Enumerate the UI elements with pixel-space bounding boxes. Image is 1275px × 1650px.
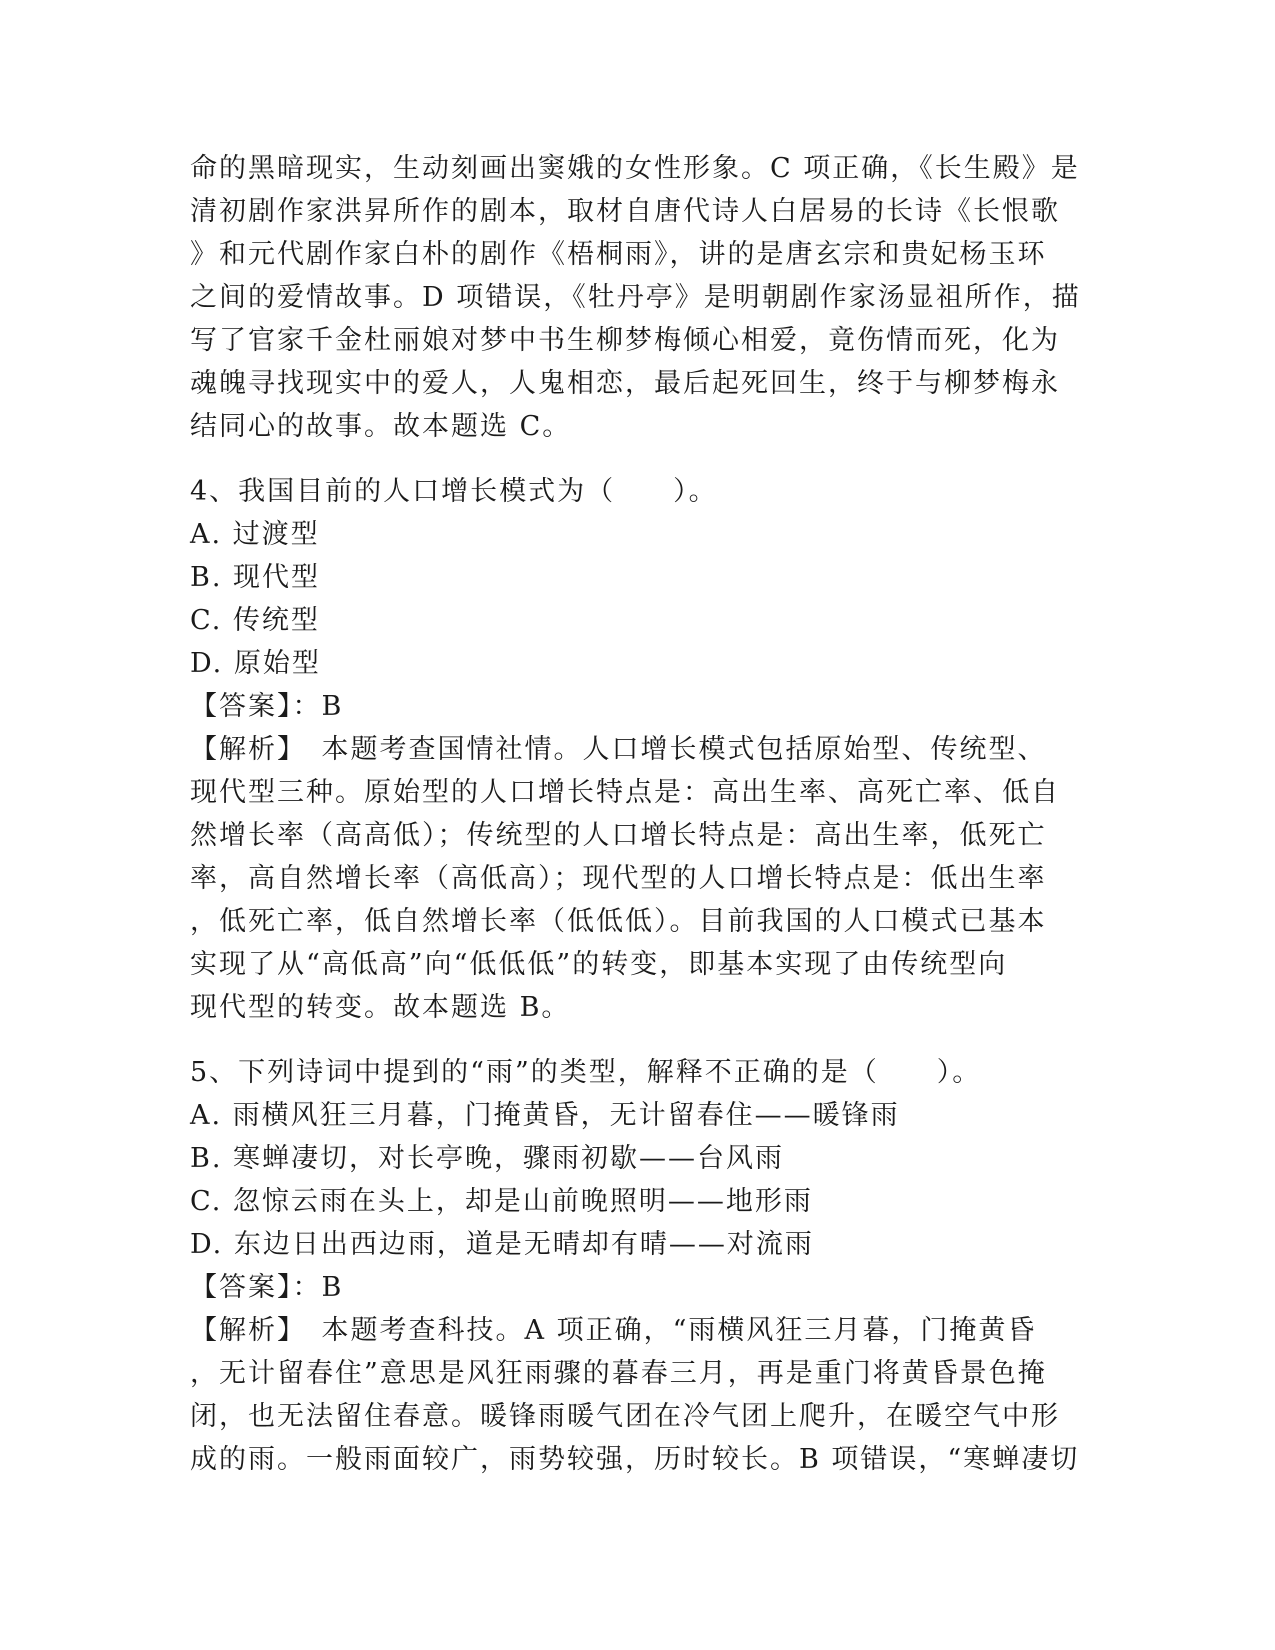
analysis-line: 现代型三种。原始型的人口增长特点是：高出生率、高死亡率、低自 (190, 777, 1060, 808)
analysis-line: ，低死亡率，低自然增长率（低低低）。目前我国的人口模式已基本 (190, 906, 1047, 937)
analysis-line: 成的雨。一般雨面较广，雨势较强，历时较长。B 项错误，“寒蝉凄切 (190, 1444, 1080, 1475)
option-c: C. 忽惊云雨在头上，却是山前晚照明——地形雨 (190, 1186, 813, 1217)
text-line: 魂魄寻找现实中的爱人，人鬼相恋，最后起死回生，终于与柳梦梅永 (190, 368, 1060, 399)
text-line: 命的黑暗现实，生动刻画出窦娥的女性形象。C 项正确，《长生殿》是 (190, 153, 1080, 184)
question-stem: 4、我国目前的人口增长模式为（ ）。 (190, 476, 718, 507)
analysis-line: 率，高自然增长率（高低高）；现代型的人口增长特点是：低出生率 (190, 863, 1047, 894)
option-a: A. 过渡型 (190, 519, 320, 550)
previous-analysis-continuation (190, 147, 1090, 448)
document-page (190, 147, 1090, 1481)
analysis-line: 闭，也无法留住春意。暖锋雨暖气团在冷气团上爬升，在暖空气中形 (190, 1401, 1060, 1432)
option-a: A. 雨横风狂三月暮，门掩黄昏，无计留春住——暖锋雨 (190, 1100, 900, 1131)
option-c: C. 传统型 (190, 605, 320, 636)
text-line: 清初剧作家洪昇所作的剧本，取材自唐代诗人白居易的长诗《长恨歌 (190, 196, 1060, 227)
analysis-line: 现代型的转变。故本题选 B。 (190, 992, 571, 1023)
option-d: D. 东边日出西边雨，道是无晴却有晴——对流雨 (190, 1229, 814, 1260)
text-line: 》和元代剧作家白朴的剧作《梧桐雨》，讲的是唐玄宗和贵妃杨玉环 (190, 239, 1047, 270)
text-line: 结同心的故事。故本题选 C。 (190, 411, 572, 442)
analysis-line: 【解析】 本题考查国情社情。人口增长模式包括原始型、传统型、 (190, 734, 1047, 765)
question-5 (190, 1051, 1090, 1481)
analysis-line: 然增长率（高高低）；传统型的人口增长特点是：高出生率，低死亡 (190, 820, 1047, 851)
question-stem: 5、下列诗词中提到的“雨”的类型，解释不正确的是（ ）。 (190, 1057, 982, 1088)
answer-line: 【答案】：B (190, 691, 344, 722)
option-b: B. 现代型 (190, 562, 321, 593)
option-b: B. 寒蝉凄切，对长亭晚，骤雨初歇——台风雨 (190, 1143, 785, 1174)
analysis-line: 实现了从“高低高”向“低低低”的转变，即基本实现了由传统型向 (190, 949, 1008, 980)
option-d: D. 原始型 (190, 648, 321, 679)
text-line: 之间的爱情故事。D 项错误，《牡丹亭》是明朝剧作家汤显祖所作，描 (190, 282, 1081, 313)
analysis-line: 【解析】 本题考查科技。A 项正确，“雨横风狂三月暮，门掩黄昏 (190, 1315, 1037, 1346)
answer-line: 【答案】：B (190, 1272, 344, 1303)
question-4 (190, 470, 1090, 1029)
analysis-line: ，无计留春住”意思是风狂雨骤的暮春三月，再是重门将黄昏景色掩 (190, 1358, 1047, 1389)
text-line: 写了官家千金杜丽娘对梦中书生柳梦梅倾心相爱，竟伤情而死，化为 (190, 325, 1060, 356)
